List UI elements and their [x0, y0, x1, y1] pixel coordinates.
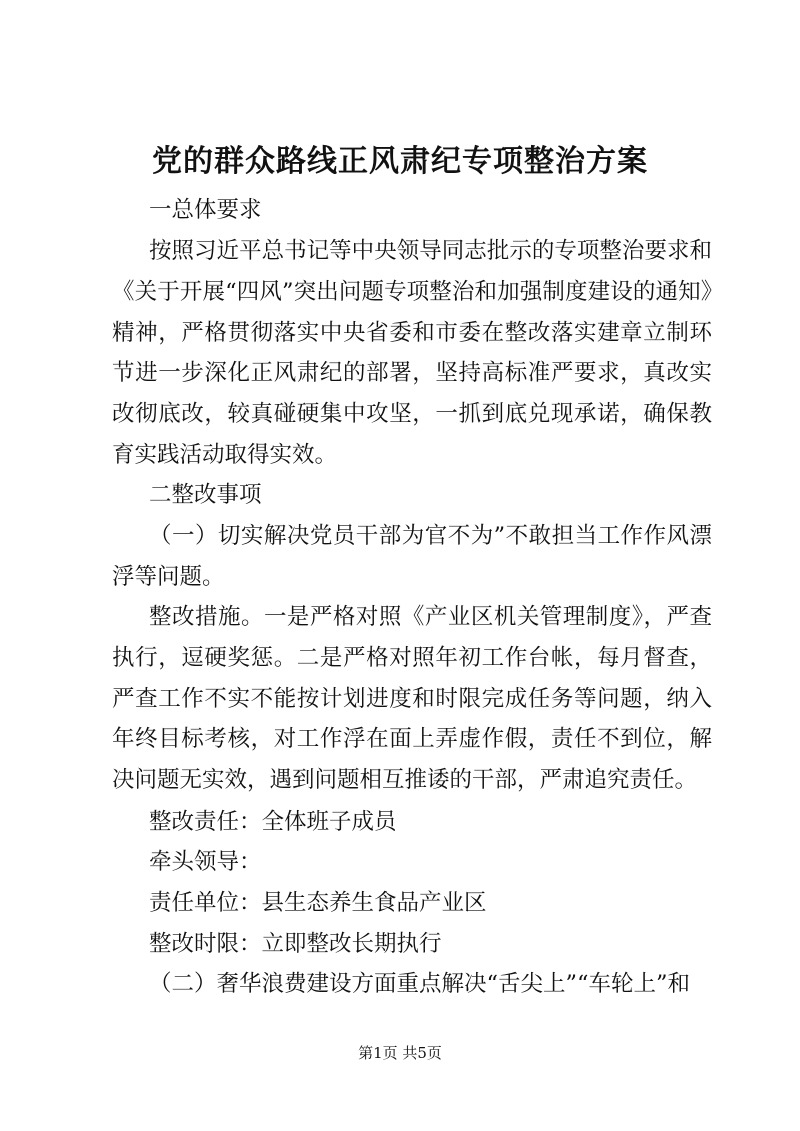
paragraph-general-requirements: 按照习近平总书记等中央领导同志批示的专项整治要求和《关于开展“四风”突出问题专项整治和加强制度建设的通知》精神，严格贯彻落实中央省委和市委在整改落实建章立制环节进一步深化正风肃纪的部署，坚持高标准严要求，真改实改彻底改，较真碰硬集中攻坚，一抓到底兑现承诺，确保教育实践活动取得实效。: [112, 238, 712, 468]
rectification-responsibility-line: 整改责任：全体班子成员: [149, 809, 397, 835]
lead-leader-line: 牵头领导：: [149, 849, 262, 875]
subsection-heading-item-1: （一）切实解决党员干部为官不为”不敢担当工作作风漂浮等问题。: [112, 523, 712, 590]
rectification-deadline-line: 整改时限：立即整改长期执行: [149, 931, 442, 957]
section-heading-general-requirements: 一总体要求: [149, 197, 262, 223]
subsection-heading-item-2: （二）奢华浪费建设方面重点解决“舌尖上”“车轮上”和: [149, 971, 691, 997]
paragraph-rectification-measures: 整改措施。一是严格对照《产业区机关管理制度》，严查执行，逗硬奖惩。二是严格对照年初工作台帐，每月督查，严查工作不实不能按计划进度和时限完成任务等问题，纳入年终目标考核，对工作浮在面上弄虚作假，责任不到位，解决问题无实效，遇到问题相互推诿的干部，严肃追究责任。: [112, 604, 712, 794]
responsible-unit-line: 责任单位：县生态养生食品产业区: [149, 890, 487, 916]
page-number-footer: 第1页 共5页: [358, 1044, 442, 1062]
document-title: 党的群众路线正风肃纪专项整治方案: [152, 144, 648, 179]
section-heading-rectification-items: 二整改事项: [149, 482, 262, 508]
